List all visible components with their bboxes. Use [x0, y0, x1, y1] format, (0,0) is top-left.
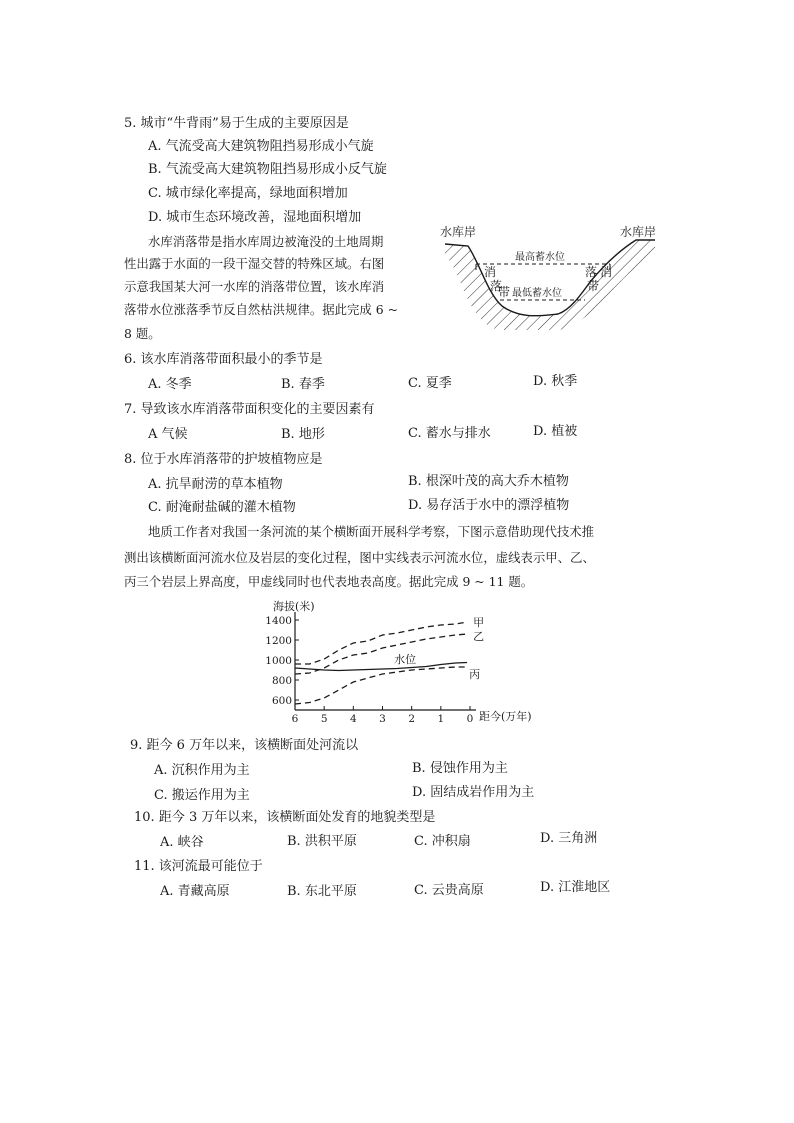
- q10-option-b[interactable]: B. 洪积平原: [287, 834, 357, 849]
- y-tick-label: 1000: [265, 655, 292, 667]
- q8-option-b[interactable]: B. 根深叶茂的高大乔木植物: [408, 474, 569, 489]
- right-zone-char1: 落: [585, 265, 598, 279]
- right-zone-char2: 带: [587, 279, 600, 293]
- q8-option-d[interactable]: D. 易存活于水中的漂浮植物: [408, 498, 570, 513]
- series-line-bing: [295, 667, 467, 704]
- q5-option-c[interactable]: C. 城市绿化率提高，绿地面积增加: [148, 186, 348, 201]
- q10-stem: 10. 距今 3 万年以来，该横断面处发育的地貌类型是: [134, 810, 436, 825]
- q5-option-b[interactable]: B. 气流受高大建筑物阻挡易形成小反气旋: [148, 162, 387, 177]
- y-tick-label: 800: [271, 675, 292, 687]
- min-level-label: 最低蓄水位: [512, 288, 562, 299]
- reservoir-diagram: [440, 224, 670, 334]
- x-tick-label: 3: [379, 713, 386, 725]
- left-zone-char3: 带: [498, 285, 511, 299]
- passage1-line1: 水库消落带是指水库周边被淹没的土地周期: [148, 234, 384, 249]
- q6-stem: 6. 该水库消落带面积最小的季节是: [124, 352, 323, 367]
- q6-option-c[interactable]: C. 夏季: [408, 376, 452, 391]
- q6-option-a[interactable]: A. 冬季: [148, 377, 192, 392]
- series-label-bing: 丙: [469, 668, 481, 681]
- x-axis-label: 距今(万年): [479, 710, 532, 723]
- q11-option-d[interactable]: D. 江淮地区: [540, 880, 611, 895]
- q5-option-d[interactable]: D. 城市生态环境改善，湿地面积增加: [148, 210, 362, 225]
- left-zone-char2: 落: [490, 279, 503, 293]
- q9-option-a[interactable]: A. 沉积作用为主: [154, 763, 250, 778]
- passage1-line2: 性出露于水面的一段干湿交替的特殊区域。右图: [124, 256, 385, 271]
- q5-stem: 5. 城市“牛背雨”易于生成的主要原因是: [124, 116, 349, 131]
- q10-option-d[interactable]: D. 三角洲: [540, 831, 598, 846]
- passage2-line2: 测出该横断面河流水位及岩层的变化过程，图中实线表示河流水位，虚线表示甲、乙、: [124, 550, 595, 565]
- x-tick-label: 5: [320, 713, 328, 725]
- passage2-line1: 地质工作者对我国一条河流的某个横断面开展科学考察，下图示意借助现代技术推: [148, 524, 595, 539]
- q11-option-a[interactable]: A. 青藏高原: [160, 884, 230, 899]
- q7-option-d[interactable]: D. 植被: [533, 424, 578, 439]
- x-tick-label: 0: [466, 713, 474, 725]
- passage2-line3: 丙三个岩层上界高度，甲虚线同时也代表地表高度。据此完成 9 ~ 11 题。: [124, 574, 534, 589]
- x-tick-label: 4: [349, 713, 357, 725]
- x-tick-label: 1: [437, 713, 445, 725]
- q10-option-a[interactable]: A. 峡谷: [160, 835, 204, 850]
- right-bank-label: 水库岸: [620, 225, 657, 239]
- y-axis-label: 海拔(米): [273, 600, 315, 613]
- q8-option-c[interactable]: C. 耐淹耐盐碱的灌木植物: [148, 500, 296, 515]
- left-bank-label: 水库岸: [440, 225, 477, 239]
- q9-option-d[interactable]: D. 固结成岩作用为主: [412, 785, 535, 800]
- max-level-label: 最高蓄水位: [515, 252, 565, 263]
- passage1-line4: 落带水位涨落季节反自然枯洪规律。据此完成 6 ~: [124, 302, 398, 317]
- series-label-water: 水位: [394, 653, 417, 666]
- q6-option-b[interactable]: B. 春季: [281, 377, 325, 392]
- q9-option-b[interactable]: B. 侵蚀作用为主: [412, 761, 508, 776]
- right-zone-char3: 消: [600, 265, 613, 279]
- q11-option-c[interactable]: C. 云贵高原: [414, 883, 484, 898]
- y-tick-label: 1200: [265, 635, 292, 647]
- q9-stem: 9. 距今 6 万年以来，该横断面处河流以: [130, 738, 359, 753]
- passage1-line5: 8 题。: [124, 326, 161, 341]
- y-tick-label: 1400: [265, 615, 292, 627]
- left-zone-char1: 消: [484, 265, 497, 279]
- series-label-yi: 乙: [473, 630, 485, 643]
- q7-option-b[interactable]: B. 地形: [281, 427, 325, 442]
- q8-stem: 8. 位于水库消落带的护坡植物应是: [124, 452, 323, 467]
- series-line-water: [295, 663, 467, 671]
- x-tick-label: 6: [291, 713, 299, 725]
- q5-option-a[interactable]: A. 气流受高大建筑物阻挡易形成小气旋: [148, 139, 374, 154]
- q6-option-d[interactable]: D. 秋季: [533, 374, 578, 389]
- q7-option-c[interactable]: C. 蓄水与排水: [408, 426, 491, 441]
- q8-option-a[interactable]: A. 抗旱耐涝的草本植物: [148, 477, 283, 492]
- q7-stem: 7. 导致该水库消落带面积变化的主要因素有: [124, 402, 375, 417]
- y-tick-label: 600: [271, 695, 292, 707]
- passage1-line3: 示意我国某大河一水库的消落带位置，该水库消: [124, 279, 385, 294]
- q7-option-a[interactable]: A 气候: [148, 427, 188, 442]
- series-label-jia: 甲: [473, 616, 485, 629]
- q11-stem: 11. 该河流最可能位于: [134, 859, 263, 874]
- q9-option-c[interactable]: C. 搬运作用为主: [154, 788, 250, 803]
- strata-chart: [255, 598, 545, 726]
- x-tick-label: 2: [408, 713, 416, 725]
- q11-option-b[interactable]: B. 东北平原: [287, 884, 357, 899]
- series-line-jia: [295, 622, 467, 664]
- q10-option-c[interactable]: C. 冲积扇: [414, 834, 471, 849]
